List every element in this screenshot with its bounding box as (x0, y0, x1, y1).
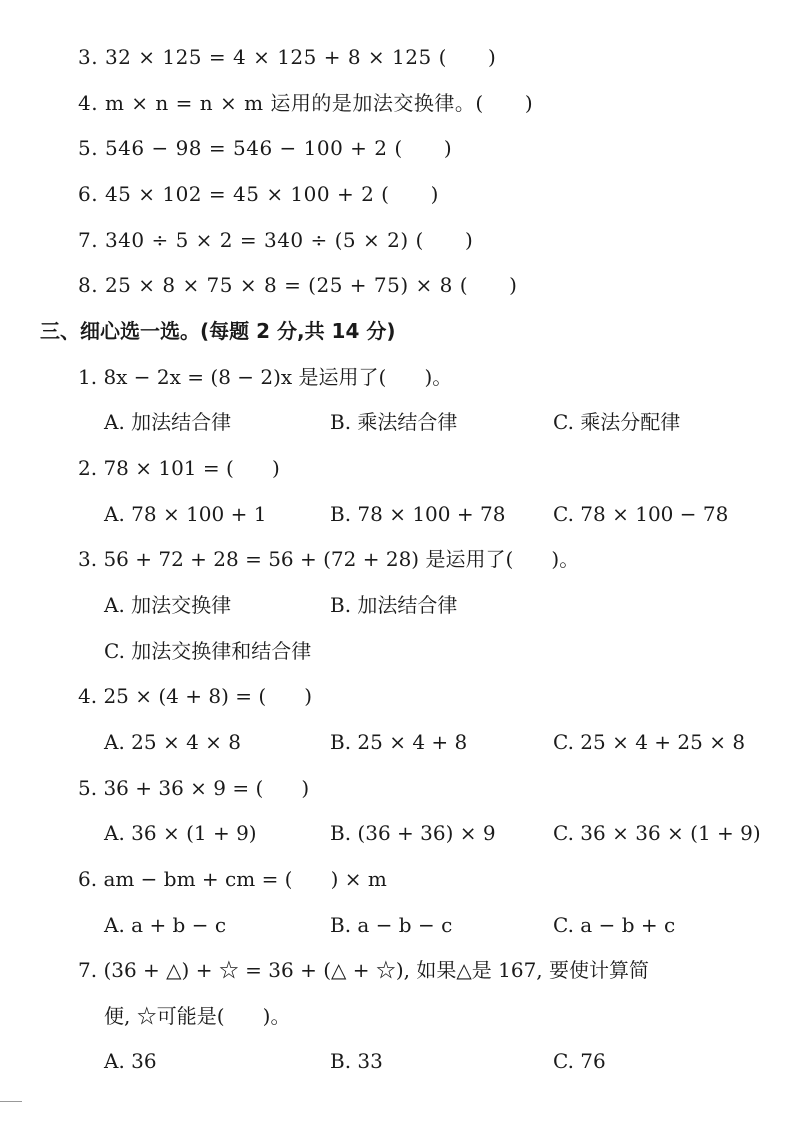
q5-option-b: B. (36 + 36) × 9 (330, 821, 496, 845)
question-6: 6. am − bm + cm = ( ) × m (78, 867, 387, 891)
q3-option-b: B. 加法结合律 (330, 593, 458, 617)
q1-option-c: C. 乘法分配律 (553, 410, 681, 434)
q1-option-a: A. 加法结合律 (104, 410, 232, 434)
section-title: 三、细心选一选。(每题 2 分,共 14 分) (40, 319, 396, 343)
question-7-continued: 便, ☆可能是( )。 (104, 1004, 291, 1028)
q2-option-b: B. 78 × 100 + 78 (330, 502, 506, 526)
q6-option-c: C. a − b + c (553, 913, 676, 937)
question-2: 2. 78 × 101 = ( ) (78, 456, 280, 480)
q7-option-a: A. 36 (104, 1049, 157, 1073)
q3-option-c: C. 加法交换律和结合律 (104, 639, 312, 663)
page-edge-mark (0, 1101, 22, 1102)
q4-option-b: B. 25 × 4 + 8 (330, 730, 468, 754)
q6-option-a: A. a + b − c (104, 913, 227, 937)
q2-option-a: A. 78 × 100 + 1 (104, 502, 267, 526)
question-7: 7. (36 + △) + ☆ = 36 + (△ + ☆), 如果△是 167, 要使计算简 (78, 958, 650, 982)
q3-option-a: A. 加法交换律 (104, 593, 232, 617)
judge-item-7: 7. 340 ÷ 5 × 2 = 340 ÷ (5 × 2) ( ) (78, 228, 474, 252)
q5-option-a: A. 36 × (1 + 9) (104, 821, 257, 845)
q5-option-c: C. 36 × 36 × (1 + 9) (553, 821, 761, 845)
q7-option-b: B. 33 (330, 1049, 383, 1073)
q2-option-c: C. 78 × 100 − 78 (553, 502, 729, 526)
q4-option-a: A. 25 × 4 × 8 (104, 730, 242, 754)
q4-option-c: C. 25 × 4 + 25 × 8 (553, 730, 746, 754)
judge-item-8: 8. 25 × 8 × 75 × 8 = (25 + 75) × 8 ( ) (78, 273, 518, 297)
q7-option-c: C. 76 (553, 1049, 606, 1073)
judge-item-4: 4. m × n = n × m 运用的是加法交换律。( ) (78, 91, 534, 115)
question-3: 3. 56 + 72 + 28 = 56 + (72 + 28) 是运用了( )。 (78, 547, 580, 571)
judge-item-6: 6. 45 × 102 = 45 × 100 + 2 ( ) (78, 182, 439, 206)
judge-item-5: 5. 546 − 98 = 546 − 100 + 2 ( ) (78, 136, 453, 160)
q6-option-b: B. a − b − c (330, 913, 453, 937)
question-5: 5. 36 + 36 × 9 = ( ) (78, 776, 310, 800)
question-4: 4. 25 × (4 + 8) = ( ) (78, 684, 313, 708)
question-1: 1. 8x − 2x = (8 − 2)x 是运用了( )。 (78, 365, 453, 389)
judge-item-3: 3. 32 × 125 = 4 × 125 + 8 × 125 ( ) (78, 45, 497, 69)
q1-option-b: B. 乘法结合律 (330, 410, 458, 434)
